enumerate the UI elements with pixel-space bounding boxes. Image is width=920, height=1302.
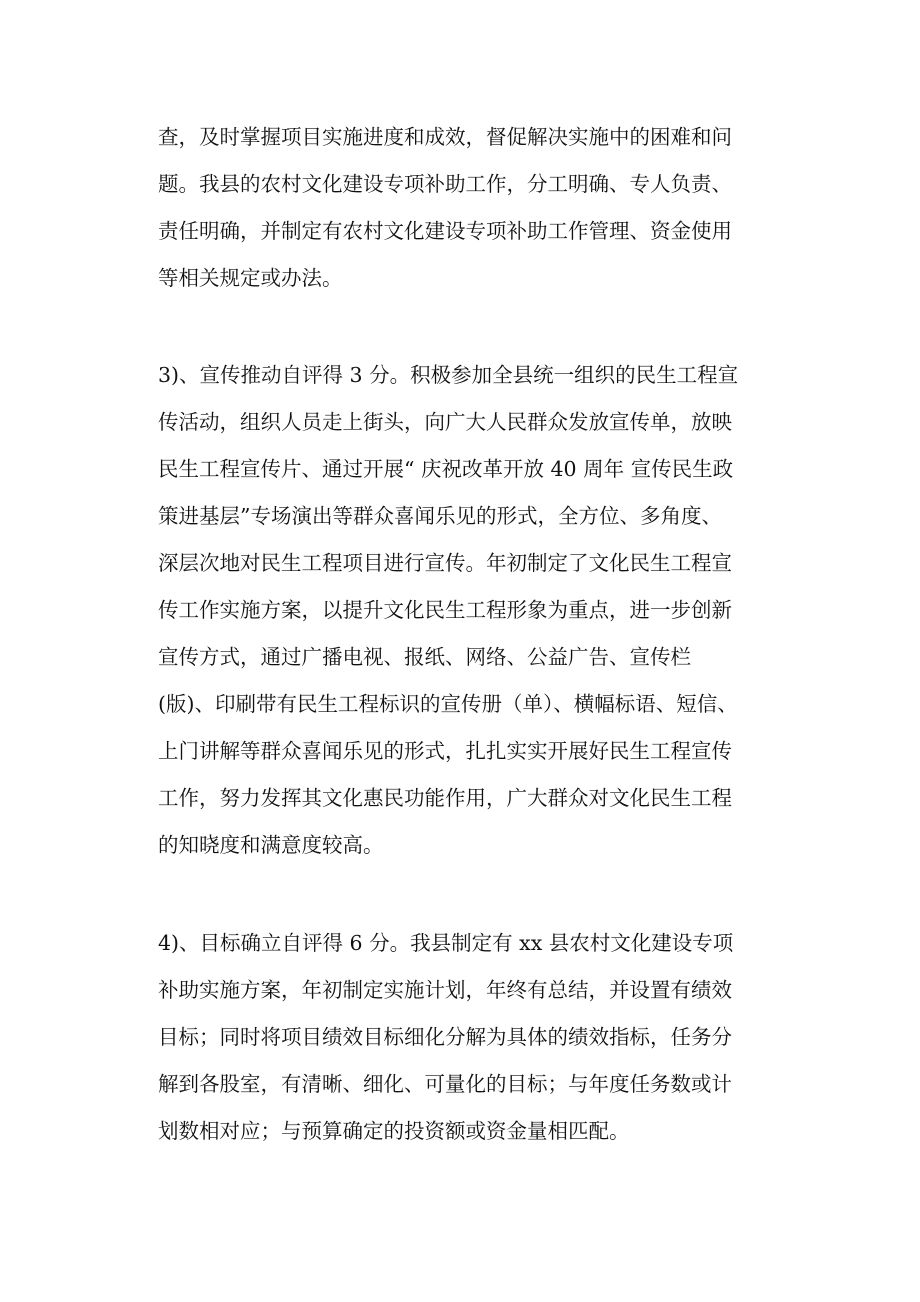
paragraph-targets	[158, 920, 778, 1155]
text-line: 查，及时掌握项目实施进度和成效，督促解决实施中的困难和问	[158, 125, 732, 149]
text-line: 上门讲解等群众喜闻乐见的形式，扎扎实实开展好民生工程宣传	[158, 739, 732, 763]
paragraph-publicity	[158, 352, 778, 869]
text-line: 解到各股室，有清晰、细化、可量化的目标；与年度任务数或计	[158, 1072, 732, 1096]
text-line: 等相关规定或办法。	[158, 266, 343, 290]
text-line: 划数相对应；与预算确定的投资额或资金量相匹配。	[158, 1119, 630, 1143]
text-line: 深层次地对民生工程项目进行宣传。年初制定了文化民生工程宣	[158, 551, 732, 575]
text-line: 补助实施方案，年初制定实施计划，年终有总结，并设置有绩效	[158, 978, 732, 1002]
text-line: (版)、印刷带有民生工程标识的宣传册（单）、横幅标语、短信、	[158, 692, 738, 716]
text-line: 传工作实施方案，以提升文化民生工程形象为重点，进一步创新	[158, 598, 732, 622]
text-line: 题。我县的农村文化建设专项补助工作，分工明确、专人负责、	[158, 172, 732, 196]
text-line: 宣传方式，通过广播电视、报纸、网络、公益广告、宣传栏	[158, 645, 691, 669]
paragraph-supervision	[158, 114, 778, 302]
text-line: 的知晓度和满意度较高。	[158, 833, 384, 857]
text-line: 工作，努力发挥其文化惠民功能作用，广大群众对文化民生工程	[158, 786, 732, 810]
text-line: 3)、宣传推动自评得 3 分。积极参加全县统一组织的民生工程宣	[158, 363, 739, 387]
text-line: 4)、目标确立自评得 6 分。我县制定有 xx 县农村文化建设专项	[158, 931, 734, 955]
text-line: 目标；同时将项目绩效目标细化分解为具体的绩效指标，任务分	[158, 1025, 732, 1049]
text-line: 民生工程宣传片、通过开展“ 庆祝改革开放 40 周年 宣传民生政	[158, 457, 734, 481]
text-line: 策进基层”专场演出等群众喜闻乐见的形式，全方位、多角度、	[158, 504, 722, 528]
text-line: 责任明确，并制定有农村文化建设专项补助工作管理、资金使用	[158, 219, 732, 243]
text-line: 传活动，组织人员走上街头，向广大人民群众发放宣传单，放映	[158, 410, 732, 434]
